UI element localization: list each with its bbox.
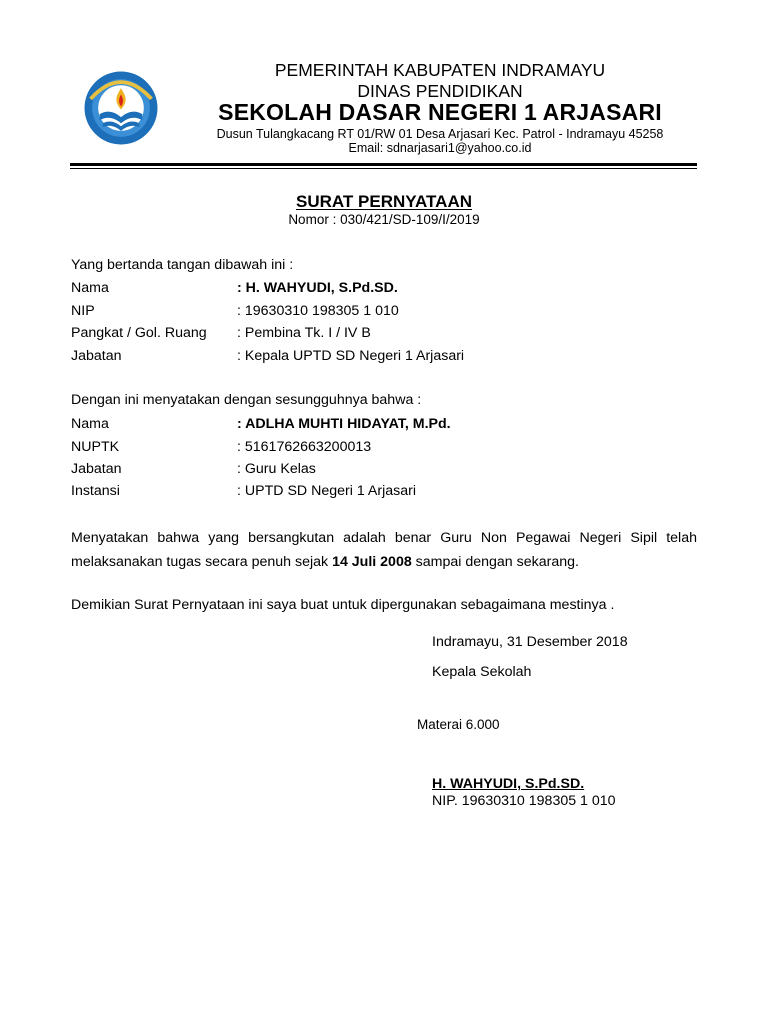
signature-place-date: Indramayu, 31 Desember 2018 <box>432 634 628 650</box>
signature-position: Kepala Sekolah <box>432 664 532 680</box>
subject-intro: Dengan ini menyatakan dengan sesungguhnya bahwa : <box>71 392 422 408</box>
subject-position-value: : Guru Kelas <box>237 461 316 477</box>
signer-position-value: : Kepala UPTD SD Negeri 1 Arjasari <box>237 348 465 364</box>
statement-text-part1: Menyatakan bahwa yang bersangkutan adalah benar Guru Non Pegawai Negeri Sipil telah melaksanakan tugas secara penuh sejak <box>71 530 697 570</box>
signer-rank-label: Pangkat / Gol. Ruang <box>71 325 207 341</box>
signer-position-label: Jabatan <box>71 348 122 364</box>
letterhead-divider-thick <box>70 163 697 166</box>
signer-nip-label: NIP <box>71 303 95 319</box>
signer-nip-value: : 19630310 198305 1 010 <box>237 303 399 319</box>
school-email: Email: sdnarjasari1@yahoo.co.id <box>348 141 532 155</box>
letterhead-divider-thin <box>70 168 697 169</box>
tut-wuri-handayani-logo <box>83 70 159 146</box>
subject-nuptk-label: NUPTK <box>71 439 120 455</box>
letter-title: SURAT PERNYATAAN <box>296 192 472 211</box>
school-address: Dusun Tulangkacang RT 01/RW 01 Desa Arjasari Kec. Patrol - Indramayu 45258 <box>216 127 664 141</box>
subject-name-value: : ADLHA MUHTI HIDAYAT, M.Pd. <box>237 416 451 432</box>
statement-paragraph <box>71 526 697 574</box>
signer-rank-value: : Pembina Tk. I / IV B <box>237 325 371 341</box>
signature-nip: NIP. 19630310 198305 1 010 <box>432 793 616 809</box>
subject-institution-label: Instansi <box>71 483 120 499</box>
statement-start-date: 14 Juli 2008 <box>332 554 412 570</box>
subject-nuptk-value: : 5161762663200013 <box>237 439 372 455</box>
letter-number: Nomor : 030/421/SD-109/I/2019 <box>288 212 480 227</box>
subject-name-label: Nama <box>71 416 109 432</box>
closing-sentence: Demikian Surat Pernyataan ini saya buat untuk dipergunakan sebagaimana mestinya . <box>71 597 615 613</box>
government-header: PEMERINTAH KABUPATEN INDRAMAYU <box>274 60 606 80</box>
signature-name: H. WAHYUDI, S.Pd.SD. <box>432 776 585 792</box>
stamp-duty-label: Materai 6.000 <box>417 717 500 732</box>
statement-text-part2: sampai dengan sekarang. <box>411 554 579 570</box>
signer-name-value: : H. WAHYUDI, S.Pd.SD. <box>237 280 398 296</box>
signer-intro: Yang bertanda tangan dibawah ini : <box>71 257 294 273</box>
subject-institution-value: : UPTD SD Negeri 1 Arjasari <box>237 483 416 499</box>
signer-name-label: Nama <box>71 280 109 296</box>
subject-position-label: Jabatan <box>71 461 122 477</box>
department-header: DINAS PENDIDIKAN <box>357 81 523 101</box>
school-name: SEKOLAH DASAR NEGERI 1 ARJASARI <box>218 99 662 125</box>
